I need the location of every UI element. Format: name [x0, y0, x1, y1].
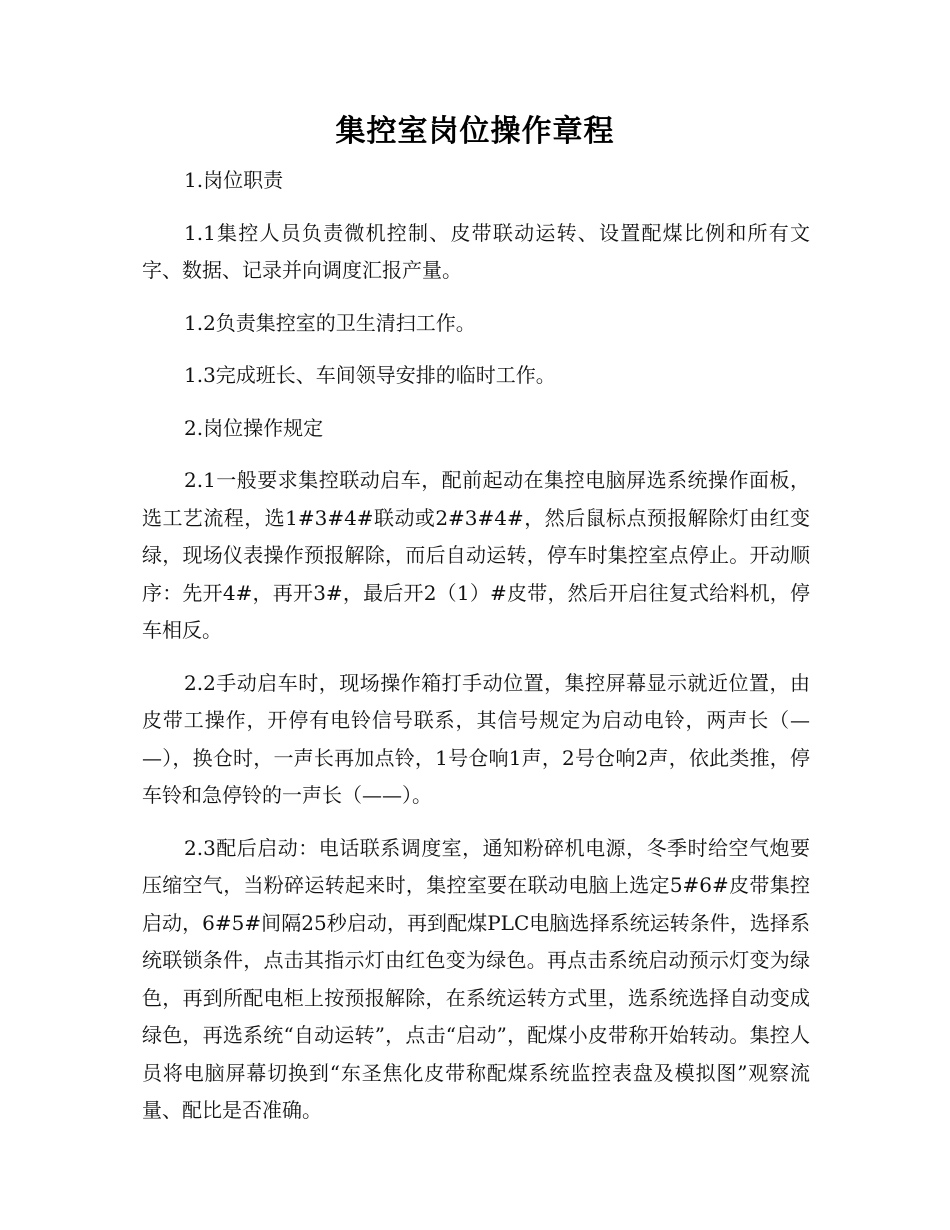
- document-body: [142, 162, 810, 1145]
- document-title: 集控室岗位操作章程: [335, 114, 615, 149]
- paragraph-1-1: 1.1集控人员负责微机控制、皮带联动运转、设置配煤比例和所有文字、数据、记录并向调度汇报产量。: [142, 220, 810, 282]
- section-heading-duties: 1.岗位职责: [184, 168, 284, 192]
- paragraph-2-1: 2.1一般要求集控联动启车，配前起动在集控电脑屏选系统操作面板，选工艺流程，选1#3#4#联动或2#3#4#，然后鼠标点预报解除灯由红变绿，现场仪表操作预报解除，而后自动运转，停车时集控室点停止。开动顺序：先开4#，再开3#，最后开2（1）#皮带，然后开启往复式给料机，停车相反。: [142, 468, 810, 642]
- section-heading-operation-rules: 2.岗位操作规定: [184, 415, 324, 440]
- paragraph-1-3: 1.3完成班长、车间领导安排的临时工作。: [184, 363, 556, 387]
- paragraph-2-2: 2.2手动启车时，现场操作箱打手动位置，集控屏幕显示就近位置，由皮带工操作，开停有电铃信号联系，其信号规定为启动电铃，两声长（— —），换仓时，一声长再加点铃，1号仓响1声，2号仓响2声，依此类推，停车铃和急停铃的一声长（——）。: [142, 670, 810, 807]
- paragraph-2-3: 2.3配后启动：电话联系调度室，通知粉碎机电源，冬季时给空气炮要压缩空气，当粉碎运转起来时，集控室要在联动电脑上选定5#6#皮带集控启动，6#5#间隔25秒启动，再到配煤PLC电脑选择系统运转条件，选择系统联锁条件，点击其指示灯由红色变为绿色。再点击系统启动预示灯变为绿色，再到所配电柜上按预报解除，在系统运转方式里，选系统选择自动变成绿色，再选系统“自动运转”，点击“启动”，配煤小皮带称开始转动。集控人员将电脑屏幕切换到“东圣焦化皮带称配煤系统监控表盘及模拟图”观察流量、配比是否准确。: [142, 835, 810, 1122]
- paragraph-1-2: 1.2负责集控室的卫生清扫工作。: [184, 310, 476, 335]
